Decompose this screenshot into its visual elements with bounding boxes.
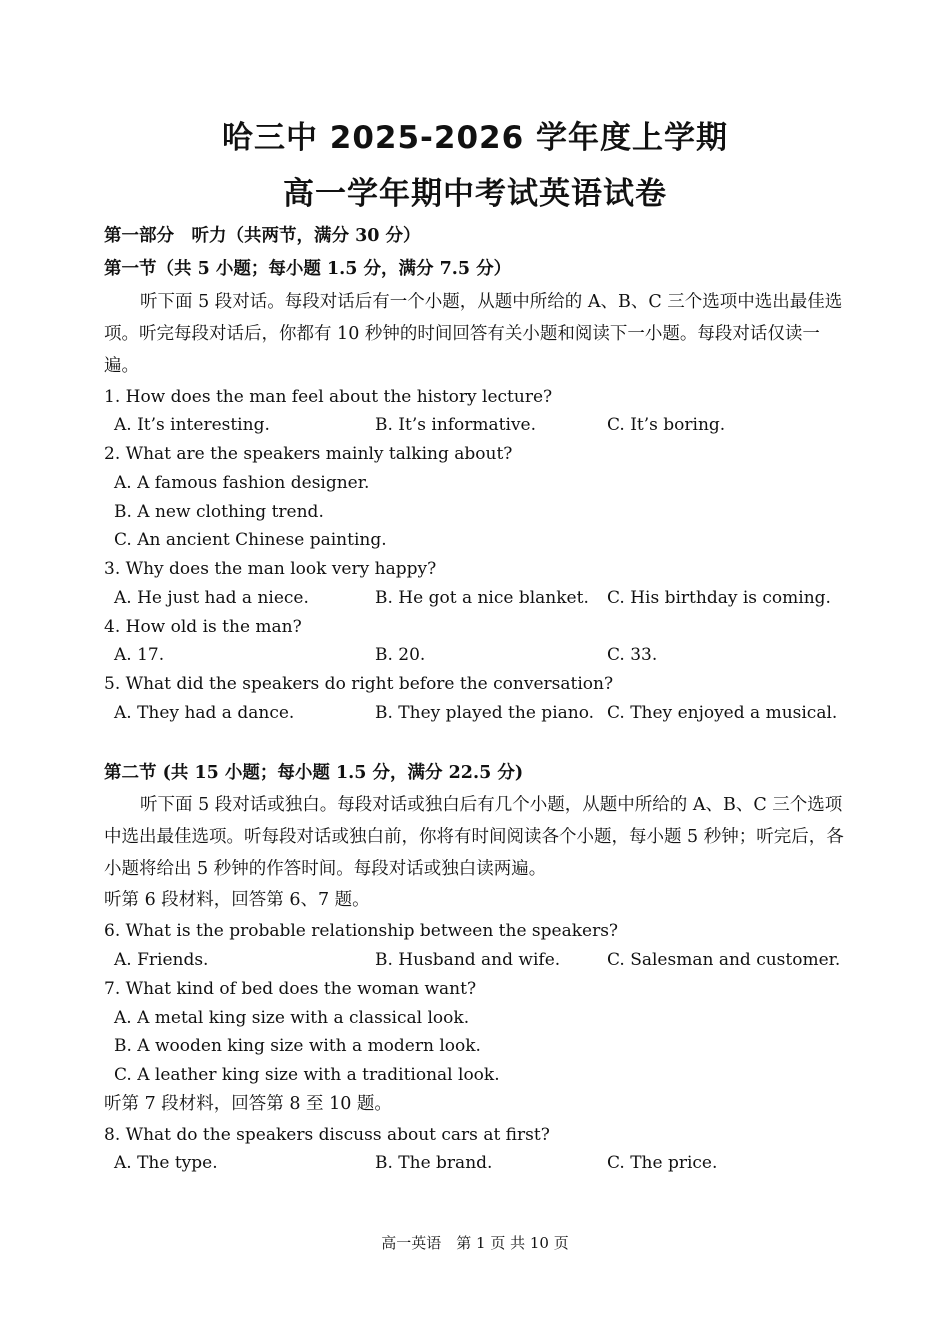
question-5-option-c: C. They enjoyed a musical. (607, 703, 838, 723)
page-footer: 高一英语 第 1 页 共 10 页 (381, 1234, 569, 1252)
question-7-option-b: B. A wooden king size with a modern look. (114, 1036, 481, 1056)
section2-instructions: 听下面 5 段对话或独白。每段对话或独白后有几个小题，从题中所给的 A、B、C 三个选项中选出最佳选项。听每段对话或独白前，你将有时间阅读各个小题，每小题 5 秒钟；听完后，各小题将给出 5 秒钟的作答时间。每段对话或独白读两遍。 (104, 795, 844, 879)
material-7-note: 听第 7 段材料，回答第 8 至 10 题。 (104, 1094, 392, 1114)
question-5-option-b: B. They played the piano. (375, 703, 595, 723)
question-4-stem: 4. How old is the man? (104, 617, 302, 637)
question-3-option-a: A. He just had a niece. (114, 588, 309, 608)
question-5-option-a: A. They had a dance. (114, 703, 295, 723)
section2-heading: 第二节 (共 15 小题；每小题 1.5 分，满分 22.5 分) (104, 763, 524, 783)
question-6-option-c: C. Salesman and customer. (607, 950, 841, 970)
question-8-option-b: B. The brand. (375, 1153, 493, 1173)
question-3-stem: 3. Why does the man look very happy? (104, 559, 437, 579)
material-6-note: 听第 6 段材料，回答第 6、7 题。 (104, 890, 370, 910)
question-6-option-b: B. Husband and wife. (375, 950, 561, 970)
question-6-option-a: A. Friends. (114, 950, 209, 970)
question-4-option-a: A. 17. (114, 645, 165, 665)
part1-heading: 第一部分 听力（共两节，满分 30 分） (104, 226, 421, 246)
exam-title-line2: 高一学年期中考试英语试卷 (283, 176, 667, 212)
question-4-option-c: C. 33. (607, 645, 658, 665)
question-8-stem: 8. What do the speakers discuss about cars at first? (104, 1125, 550, 1145)
question-1-option-b: B. It’s informative. (375, 415, 537, 435)
question-2-option-b: B. A new clothing trend. (114, 502, 324, 522)
exam-title-line1: 哈三中 2025-2026 学年度上学期 (221, 120, 728, 156)
question-5-stem: 5. What did the speakers do right before the conversation? (104, 674, 614, 694)
question-3-option-b: B. He got a nice blanket. (375, 588, 589, 608)
question-2-option-c: C. An ancient Chinese painting. (114, 530, 387, 550)
question-7-option-a: A. A metal king size with a classical look. (114, 1008, 470, 1028)
section1-instructions: 听下面 5 段对话。每段对话后有一个小题，从题中所给的 A、B、C 三个选项中选出最佳选项。听完每段对话后，你都有 10 秒钟的时间回答有关小题和阅读下一小题。每段对话仅读一遍。 (104, 292, 843, 376)
question-3-option-c: C. His birthday is coming. (607, 588, 831, 608)
question-6-stem: 6. What is the probable relationship between the speakers? (104, 921, 619, 941)
section1-heading: 第一节（共 5 小题；每小题 1.5 分，满分 7.5 分） (104, 259, 512, 279)
question-7-option-c: C. A leather king size with a traditional look. (114, 1065, 500, 1085)
question-1-stem: 1. How does the man feel about the history lecture? (104, 387, 553, 407)
question-2-option-a: A. A famous fashion designer. (114, 473, 370, 493)
question-1-option-a: A. It’s interesting. (114, 415, 270, 435)
question-1-option-c: C. It’s boring. (607, 415, 726, 435)
question-8-option-c: C. The price. (607, 1153, 718, 1173)
question-4-option-b: B. 20. (375, 645, 426, 665)
question-2-stem: 2. What are the speakers mainly talking about? (104, 444, 513, 464)
question-8-option-a: A. The type. (114, 1153, 218, 1173)
question-7-stem: 7. What kind of bed does the woman want? (104, 979, 477, 999)
